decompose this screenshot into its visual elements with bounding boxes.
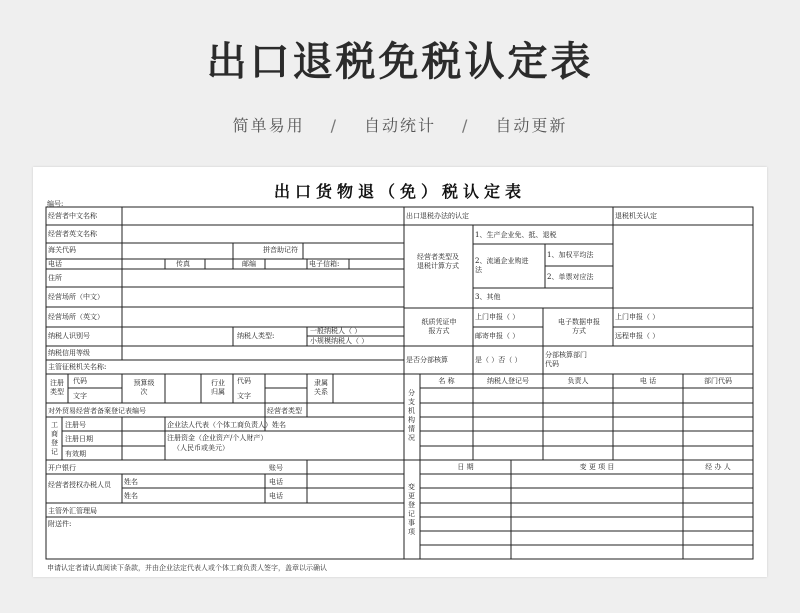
- option-remote-e: 远程申报（ ）: [615, 332, 660, 340]
- label-reg-code: 代码: [73, 377, 87, 385]
- label-agent-name-1: 姓名: [124, 478, 138, 486]
- serial-label: 编号:: [47, 200, 64, 208]
- label-reg-no: 注册号: [65, 421, 86, 429]
- label-agent-name-2: 姓名: [124, 492, 138, 500]
- label-valid-period: 有效期: [65, 450, 86, 458]
- option-door-e: 上门申报（ ）: [615, 313, 660, 321]
- label-branch-calc: 是否分部核算: [406, 356, 448, 364]
- label-email: 电子信箱:: [309, 260, 340, 268]
- branch-header-name: 名 称: [438, 377, 455, 385]
- label-bank: 开户银行: [48, 464, 76, 472]
- label-place-en: 经营场所（英文）: [48, 313, 104, 321]
- label-reg-type: 注册类型: [50, 379, 64, 396]
- form-sheet: [33, 167, 767, 577]
- label-affiliation: 隶属关系: [314, 379, 328, 396]
- label-customs-code: 海关代码: [48, 246, 76, 254]
- option-weighted-avg: 1、加权平均法: [547, 251, 594, 259]
- label-fax: 传真: [176, 260, 190, 268]
- subtitle-auto-update: 自动更新: [495, 116, 568, 135]
- option-mail-paper: 邮寄申报（ ）: [475, 332, 520, 340]
- label-legal-rep: 企业法人代表（个体工商负责人）姓名: [167, 421, 286, 429]
- label-industry: 行业归属: [211, 379, 225, 396]
- label-calc-method: 经营者类型及退税计算方式: [417, 253, 459, 270]
- footer-note: 申请认定者请认真阅读下条款，并由企业法定代表人或个体工商负责人签字，盖章以示确认: [47, 564, 327, 572]
- branch-header-manager: 负责人: [567, 377, 589, 385]
- label-trade-reg-no: 对外贸易经营者备案登记表编号: [48, 407, 146, 415]
- subtitle-separator: /: [462, 116, 470, 135]
- label-forex: 主管外汇管理局: [48, 507, 97, 515]
- label-address: 住所: [48, 274, 62, 282]
- subtitle-easy: 简单易用: [232, 116, 305, 135]
- option-yes-no: 是（ ）否（ ）: [475, 356, 522, 364]
- label-industry-code: 代码: [237, 377, 251, 385]
- change-header-handler: 经 办 人: [705, 463, 731, 471]
- label-method-cert: 出口退税办法的认定: [406, 212, 469, 220]
- form-title: 出口货物退（免）税认定表: [273, 182, 526, 201]
- label-pinyin-code: 拼音助记符: [263, 246, 298, 254]
- label-agent: 经营者授权办税人员: [48, 481, 111, 489]
- banner-subtitle: [0, 113, 800, 136]
- label-cn-name: 经营者中文名称: [48, 212, 97, 220]
- option-other: 3、其他: [475, 293, 501, 301]
- option-production: 1、生产企业免、抵、退税: [475, 231, 557, 239]
- label-taxpayer-type: 纳税人类型:: [237, 332, 275, 340]
- change-header-item: 变 更 项 目: [579, 463, 615, 471]
- label-account: 账号: [269, 464, 283, 472]
- label-operator-type: 经营者类型: [267, 407, 302, 415]
- label-paper-method: 纸质凭证申报方式: [421, 318, 457, 335]
- branch-header-dept-code: 部门代码: [704, 377, 732, 385]
- label-place-cn: 经营场所（中文）: [48, 293, 104, 301]
- option-single-ticket: 2、单票对应法: [547, 273, 594, 281]
- form-grid: [33, 167, 767, 577]
- label-biz-reg: 工商登记: [51, 421, 58, 456]
- subtitle-auto-stat: 自动统计: [363, 116, 436, 135]
- option-circulation: 2、流通企业购进法: [475, 257, 529, 274]
- label-e-method: 电子数据申报方式: [558, 318, 600, 335]
- label-industry-text: 文字: [237, 392, 251, 400]
- label-credit-grade: 纳税信用等级: [48, 349, 90, 357]
- banner-title: 出口退税免税认定表: [206, 39, 594, 85]
- label-currency: （人民币或美元）: [173, 444, 229, 452]
- option-small-taxpayer: 小规模纳税人（ ）: [310, 337, 369, 345]
- label-authority-cert: 退税机关认定: [615, 212, 657, 220]
- subtitle-separator: /: [330, 116, 338, 135]
- label-reg-capital: 注册资金（企业资产/个人财产）: [167, 434, 268, 442]
- option-general-taxpayer: 一般纳税人（ ）: [310, 327, 362, 335]
- branch-header-phone: 电 话: [639, 377, 657, 385]
- label-tax-authority: 主管征税机关名称:: [48, 363, 107, 371]
- label-agent-tel-2: 电话: [269, 492, 283, 500]
- label-taxpayer-id: 纳税人识别号: [48, 332, 90, 340]
- label-budget-level: 预算级次: [133, 379, 155, 396]
- label-reg-date: 注册日期: [65, 435, 93, 443]
- option-door-paper: 上门申报（ ）: [475, 313, 520, 321]
- label-branch-info: 分支机构情况: [408, 389, 415, 442]
- label-postcode: 邮编: [242, 260, 256, 268]
- label-agent-tel-1: 电话: [269, 478, 283, 486]
- label-change-records: 变更登记事项: [408, 483, 415, 536]
- label-attachment: 附送件:: [48, 520, 72, 528]
- label-en-name: 经营者英文名称: [48, 230, 97, 238]
- change-header-date: 日 期: [457, 463, 474, 471]
- label-branch-code: 分部核算部门代码: [545, 351, 587, 368]
- label-reg-text: 文字: [73, 392, 87, 400]
- label-phone: 电话: [48, 260, 62, 268]
- branch-header-taxid: 纳税人登记号: [487, 377, 529, 385]
